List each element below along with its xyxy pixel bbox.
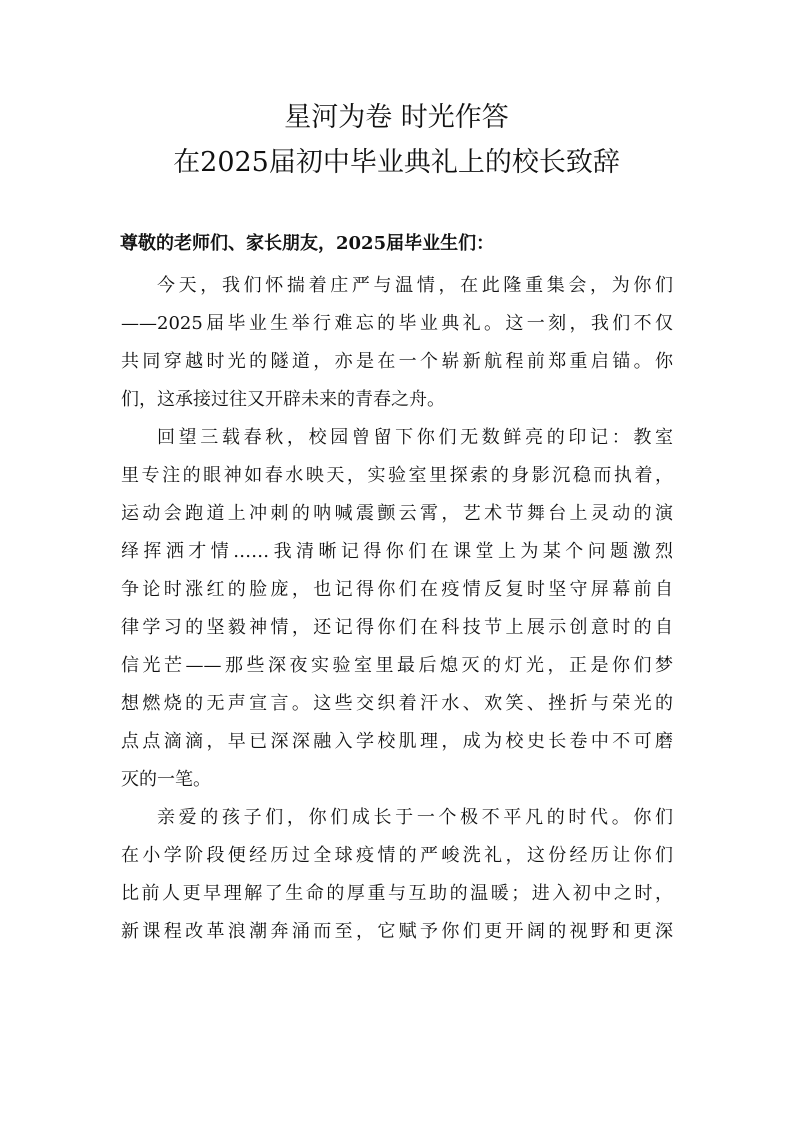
text-line: 比前人更早理解了生命的厚重与互助的温暖；进入初中之时， — [121, 883, 673, 904]
text-line: 信光芒——那些深夜实验室里最后熄灭的灯光，正是你们梦 — [121, 655, 673, 676]
text-line: 里专注的眼神如春水映天，实验室里探索的身影沉稳而执着， — [121, 465, 673, 486]
text-line: 灭的一笔。 — [121, 769, 211, 790]
text-line: 们，这承接过往又开辟未来的青春之舟。 — [121, 389, 445, 410]
paragraph-1 — [121, 272, 673, 424]
text-line: 律学习的坚毅神情，还记得你们在科技节上展示创意时的自 — [121, 617, 673, 638]
text-line: 绎挥洒才情……我清晰记得你们在课堂上为某个问题激烈 — [121, 541, 673, 562]
text-line: 新课程改革浪潮奔涌而至，它赋予你们更开阔的视野和更深 — [121, 921, 673, 942]
text-line: 在小学阶段便经历过全球疫情的严峻洗礼，这份经历让你们 — [121, 845, 673, 866]
paragraph-3 — [121, 804, 673, 956]
document-subtitle: 在2025届初中毕业典礼上的校长致辞 — [173, 147, 620, 178]
text-line: 今天，我们怀揣着庄严与温情，在此隆重集会，为你们 — [157, 275, 673, 296]
salutation: 尊敬的老师们、家长朋友，2025届毕业生们： — [120, 233, 495, 254]
text-line: 争论时涨红的脸庞，也记得你们在疫情反复时坚守屏幕前自 — [121, 579, 673, 600]
document-body — [121, 272, 673, 956]
text-line: 运动会跑道上冲刺的呐喊震颤云霄，艺术节舞台上灵动的演 — [121, 503, 673, 524]
document-title: 星河为卷 时光作答 — [284, 102, 509, 133]
paragraph-2 — [121, 424, 673, 804]
text-line: 回望三载春秋，校园曾留下你们无数鲜亮的印记：教室 — [157, 427, 673, 448]
text-line: 点点滴滴，早已深深融入学校肌理，成为校史长卷中不可磨 — [121, 731, 673, 752]
text-line: 亲爱的孩子们，你们成长于一个极不平凡的时代。你们 — [157, 807, 673, 828]
text-line: 共同穿越时光的隧道，亦是在一个崭新航程前郑重启锚。你 — [121, 351, 673, 372]
text-line: ——2025届毕业生举行难忘的毕业典礼。这一刻，我们不仅 — [121, 313, 673, 334]
text-line: 想燃烧的无声宣言。这些交织着汗水、欢笑、挫折与荣光的 — [121, 693, 673, 714]
